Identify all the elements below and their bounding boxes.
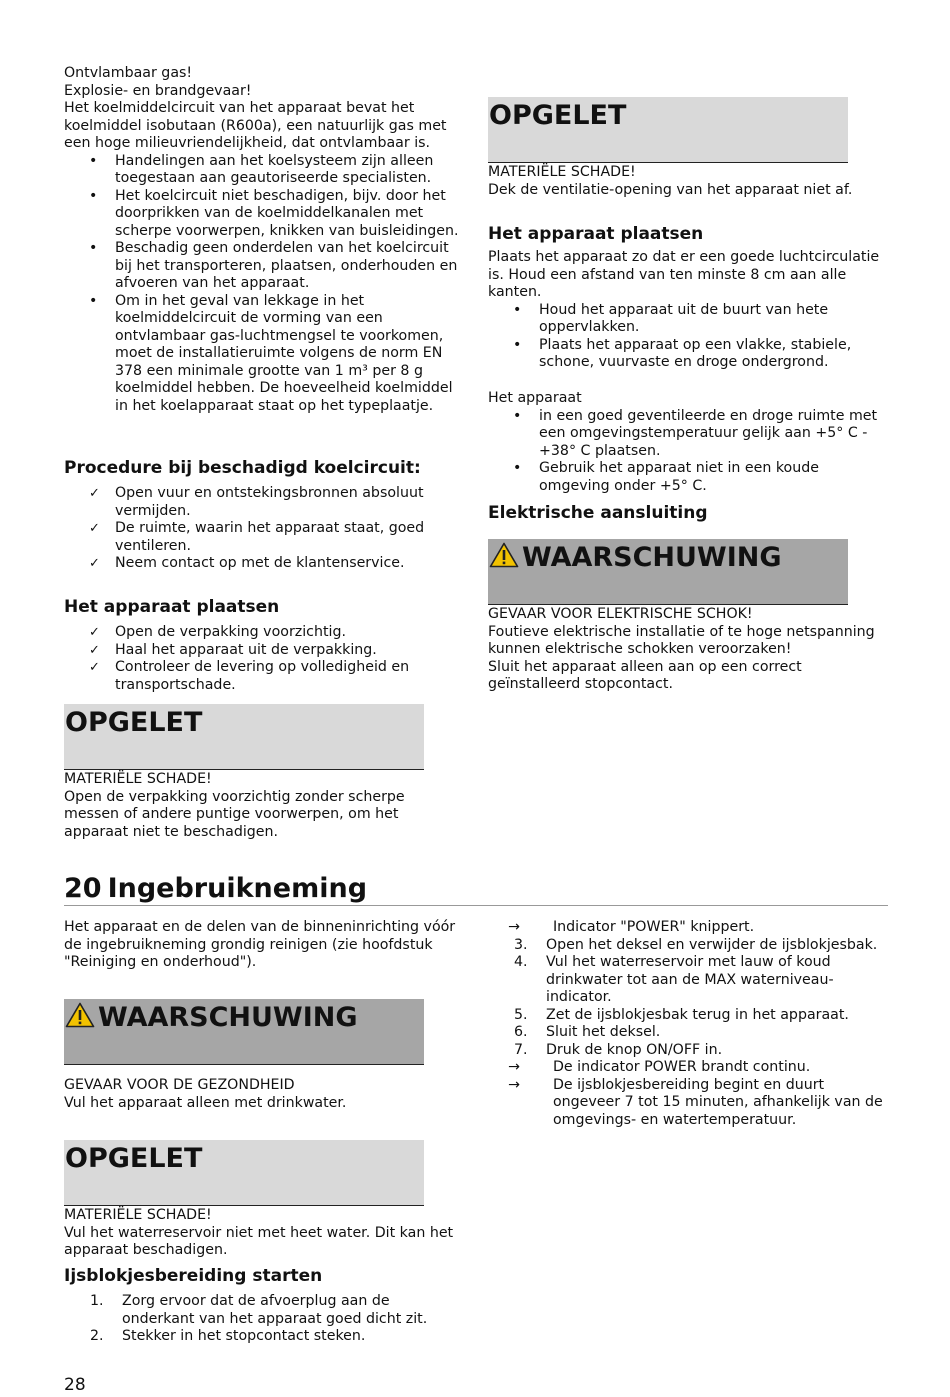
- list-item: [64, 1293, 464, 1328]
- list-item: • Om in het geval van lekkage in het koelmiddelcircuit de vorming van een ontvlambaar gas-luchtmengsel te voorkomen, moet de installatieruimte volgens de norm EN 378 een minimale grootte van 1 m³ per 8 g koelmiddel hebben. De hoeveelheid koelmiddel in het koelapparaat staat op het typeplaatje.: [64, 293, 464, 416]
- notice-line: MATERIËLE SCHADE!: [64, 1207, 212, 1223]
- cleaning-intro: [64, 919, 464, 972]
- step-text: Vul het waterreservoir met lauw of koud drinkwater tot aan de MAX waterniveau-indicator.: [546, 954, 834, 1005]
- step-text: Stekker in het stopcontact steken.: [122, 1328, 366, 1344]
- step-number: 1.: [90, 1293, 104, 1309]
- result-arrow-list: [488, 1059, 888, 1129]
- notice-line: Dek de ventilatie-opening van het apparaat niet af.: [488, 181, 853, 198]
- notice-text: [64, 771, 444, 841]
- notice-box: [64, 704, 424, 770]
- place-bullet-list: [488, 302, 888, 372]
- list-item: • Gebruik het apparaat niet in een koude omgeving onder +5° C.: [488, 460, 888, 495]
- apparaat-bullet-list: [488, 408, 888, 496]
- place-heading-right: Het apparaat plaatsen: [488, 224, 704, 244]
- warning-line: Sluit het apparaat alleen aan op een correct geïnstalleerd stopcontact.: [488, 658, 807, 692]
- list-item: → De ijsblokjesbereiding begint en duurt ongeveer 7 tot 15 minuten, afhankelijk van de omgevings- en watertemperatuur.: [488, 1077, 888, 1130]
- ice-steps-continued: [488, 919, 888, 1129]
- warning-text: [64, 1077, 464, 1112]
- notice-line: MATERIËLE SCHADE!: [64, 771, 212, 787]
- intro-paragraph: Het apparaat en de delen van de binneninrichting vóór de ingebruikneming grondig reinigen (zie hoofdstuk "Reiniging en onderhoud").: [64, 919, 460, 970]
- list-item: • Handelingen aan het koelsysteem zijn alleen toegestaan aan geautoriseerde specialisten.: [64, 153, 464, 188]
- list-item: [64, 1328, 464, 1346]
- ice-heading: Ijsblokjesbereiding starten: [64, 1266, 323, 1286]
- step-number: 6.: [514, 1024, 528, 1040]
- list-item: [488, 1007, 888, 1025]
- procedure-heading: Procedure bij beschadigd koelcircuit:: [64, 458, 421, 478]
- list-item: [488, 937, 888, 955]
- refrigerant-warning-section: [64, 65, 464, 415]
- notice-title: OPGELET: [65, 1143, 203, 1174]
- step-text: Druk de knop ON/OFF in.: [546, 1041, 723, 1058]
- check-item: ✓ De ruimte, waarin het apparaat staat, goed ventileren.: [64, 520, 464, 555]
- warning-title: WAARSCHUWING: [98, 1002, 358, 1033]
- step-number: 7.: [514, 1041, 528, 1058]
- intro-line: Explosie- en brandgevaar!: [64, 82, 252, 99]
- notice-line: Vul het waterreservoir niet met heet water. Dit kan het apparaat beschadigen.: [64, 1224, 458, 1258]
- notice-box: [488, 97, 848, 163]
- electrical-heading: Elektrische aansluiting: [488, 503, 708, 523]
- check-item: ✓ Neem contact op met de klantenservice.: [64, 555, 464, 573]
- warning-title-row: [64, 999, 424, 1034]
- check-item: ✓ Open vuur en ontstekingsbronnen absoluut vermijden.: [64, 485, 464, 520]
- step-text: Sluit het deksel.: [546, 1024, 661, 1040]
- list-item: → Indicator "POWER" knippert.: [488, 919, 888, 937]
- ice-steps-list: [64, 1293, 464, 1346]
- place-checklist: [64, 624, 464, 694]
- place-heading-left: Het apparaat plaatsen: [64, 597, 280, 617]
- chapter-number: 20: [64, 873, 102, 904]
- warning-line: GEVAAR VOOR DE GEZONDHEID: [64, 1077, 295, 1093]
- list-item: • Houd het apparaat uit de buurt van hete oppervlakken.: [488, 302, 888, 337]
- steps-list: [488, 937, 888, 1060]
- refrigerant-bullet-list: [64, 153, 464, 416]
- list-item: • Beschadig geen onderdelen van het koelcircuit bij het transporteren, plaatsen, onderhouden en afvoeren van het apparaat.: [64, 240, 464, 293]
- list-item: [488, 1042, 888, 1060]
- warning-line: Vul het apparaat alleen met drinkwater.: [64, 1094, 347, 1111]
- notice-line: Open de verpakking voorzichtig zonder scherpe messen of andere puntige voorwerpen, om het apparaat niet te beschadigen.: [64, 788, 410, 840]
- procedure-checklist: [64, 485, 464, 573]
- notice-box: [64, 1140, 424, 1206]
- notice-text: [64, 1207, 458, 1260]
- warning-line: Foutieve elektrische installatie of te hoge netspanning kunnen elektrische schokken veroorzaken!: [488, 623, 880, 657]
- warning-triangle-icon: [65, 1002, 95, 1028]
- place-section: [488, 249, 888, 372]
- list-item: • Plaats het apparaat op een vlakke, stabiele, schone, vuurvaste en droge ondergrond.: [488, 337, 888, 372]
- warning-line: GEVAAR VOOR ELEKTRISCHE SCHOK!: [488, 606, 753, 622]
- check-item: ✓ Haal het apparaat uit de verpakking.: [64, 642, 464, 660]
- warning-title: WAARSCHUWING: [522, 542, 782, 573]
- chapter-title: Ingebruikneming: [107, 873, 368, 904]
- warning-title-row: [488, 539, 848, 574]
- chapter-heading: [64, 873, 888, 906]
- notice-text: [488, 164, 888, 199]
- step-number: 2.: [90, 1328, 104, 1344]
- notice-title: OPGELET: [489, 100, 627, 131]
- warning-triangle-icon: [489, 542, 519, 568]
- intro-paragraph: Het koelmiddelcircuit van het apparaat bevat het koelmiddel isobutaan (R600a), een natuurlijk gas met een hoge milieuvriendelijkheid, dat ontvlambaar is.: [64, 100, 452, 151]
- list-item: [488, 1024, 888, 1042]
- page-number: 28: [64, 1375, 86, 1395]
- result-arrow-list: [488, 919, 888, 937]
- list-item: → De indicator POWER brandt continu.: [488, 1059, 888, 1077]
- intro-line: Ontvlambaar gas!: [64, 65, 193, 81]
- apparaat-section: [488, 390, 888, 495]
- place-text: Plaats het apparaat zo dat er een goede luchtcirculatie is. Houd een afstand van ten minste 8 cm aan alle kanten.: [488, 249, 884, 300]
- warning-box: [488, 539, 848, 605]
- check-item: ✓ Open de verpakking voorzichtig.: [64, 624, 464, 642]
- list-item: [488, 954, 888, 1007]
- warning-box: [64, 999, 424, 1065]
- step-number: 5.: [514, 1006, 528, 1023]
- step-text: Zet de ijsblokjesbak terug in het apparaat.: [546, 1006, 849, 1023]
- list-item: • Het koelcircuit niet beschadigen, bijv. door het doorprikken van de koelmiddelkanalen met scherpe voorwerpen, knikken van buisleidingen.: [64, 188, 464, 241]
- list-item: • in een goed geventileerde en droge ruimte met een omgevingstemperatuur gelijk aan +5° C - +38° C plaatsen.: [488, 408, 888, 461]
- notice-line: MATERIËLE SCHADE!: [488, 164, 636, 180]
- warning-text: [488, 606, 898, 694]
- step-text: Zorg ervoor dat de afvoerplug aan de onderkant van het apparaat goed dicht zit.: [122, 1293, 428, 1327]
- check-item: ✓ Controleer de levering op volledigheid en transportschade.: [64, 659, 464, 694]
- step-text: Open het deksel en verwijder de ijsblokjesbak.: [546, 936, 878, 953]
- notice-title: OPGELET: [65, 707, 203, 738]
- step-number: 4.: [514, 954, 528, 970]
- apparaat-label: Het apparaat: [488, 390, 582, 406]
- step-number: 3.: [514, 936, 528, 953]
